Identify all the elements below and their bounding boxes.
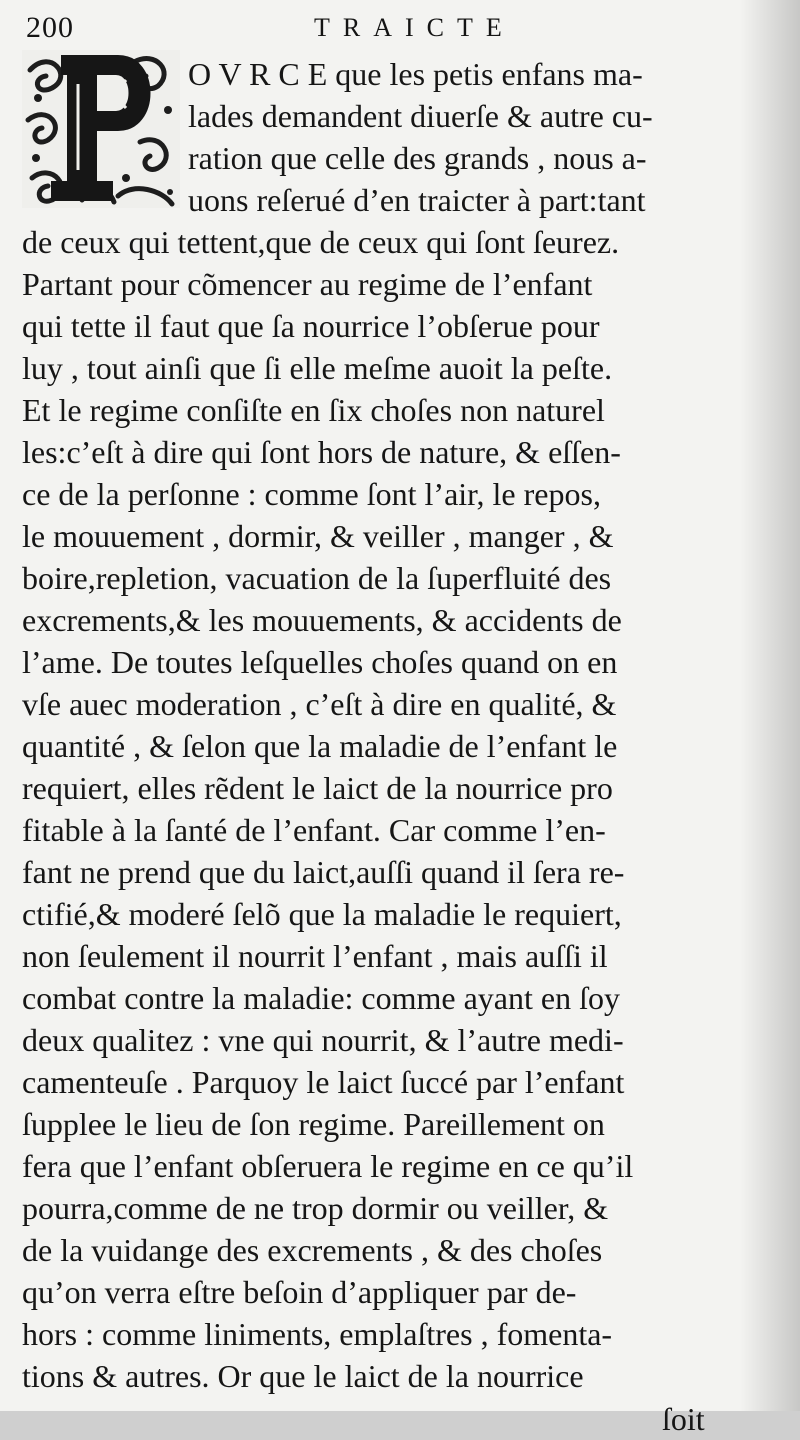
text-line: qu’on verra eſtre beſoin d’appliquer par de-	[22, 1274, 577, 1310]
text-line: le mouuement , dormir, & veiller , manger , &	[22, 518, 614, 554]
text-line: lades demandent diuerſe & autre cu-	[188, 98, 653, 134]
text-line: fera que l’enfant obſeruera le regime en ce qu’il	[22, 1148, 634, 1184]
text-line: quantité , & ſelon que la maladie de l’enfant le	[22, 728, 618, 764]
text-line: deux qualitez : vne qui nourrit, & l’autre medi-	[22, 1022, 624, 1058]
text-line: qui tette il faut que ſa nourrice l’obſerue pour	[22, 308, 600, 344]
text-line: camenteuſe . Parquoy le laict ſuccé par l’enfant	[22, 1064, 625, 1100]
text-line: hors : comme liniments, emplaſtres , fomenta-	[22, 1316, 613, 1352]
text-line: tions & autres. Or que le laict de la nourrice	[22, 1358, 584, 1394]
text-line: requiert, elles rẽdent le laict de la nourrice pro	[22, 770, 613, 806]
text-line: pourra,comme de ne trop dormir ou veiller, &	[22, 1190, 609, 1226]
text-line: boire,repletion, vacuation de la ſuperfluité des	[22, 560, 612, 596]
text-line: fitable à la ſanté de l’enfant. Car comme l’en-	[22, 812, 606, 848]
running-head: TRAICTE	[314, 13, 515, 42]
text-line: l’ame. De toutes leſquelles choſes quand on en	[22, 644, 618, 680]
text-line: combat contre la maladie: comme ayant en ſoy	[22, 980, 620, 1016]
text-line: ctifié,& moderé ſelõ que la maladie le requiert,	[22, 896, 622, 932]
text-line: excrements,& les mouuements, & accidents de	[22, 602, 622, 638]
page-edge-shadow	[740, 0, 800, 1411]
text-line: ration que celle des grands , nous a-	[188, 140, 647, 176]
text-line: luy , tout ainſi que ſi elle meſme auoit la peſte.	[22, 350, 613, 386]
text-line: Et le regime conſiſte en ſix choſes non naturel	[22, 392, 605, 428]
text-line: non ſeulement il nourrit l’enfant , mais auſſi il	[22, 938, 608, 974]
text-line: fant ne prend que du laict,auſſi quand il ſera re-	[22, 854, 625, 890]
ornament-initial-icon	[22, 50, 180, 208]
text-line: de la vuidange des excrements , & des choſes	[22, 1232, 603, 1268]
text-line: O V R C E que les petis enfans ma-	[188, 56, 643, 92]
page-number: 200	[26, 11, 74, 44]
text-line: ſupplee le lieu de ſon regime. Pareillement on	[22, 1106, 605, 1142]
text-line: Partant pour cõmencer au regime de l’enfant	[22, 266, 593, 302]
text-line: de ceux qui tettent,que de ceux qui ſont ſeurez.	[22, 224, 620, 260]
text-line: les:c’eſt à dire qui ſont hors de nature, & eſſen-	[22, 434, 621, 470]
catchword: ſoit	[662, 1401, 705, 1437]
decorated-initial-p	[22, 50, 180, 208]
page-header	[26, 8, 760, 48]
text-line: uons reſerué d’en traicter à part:tant	[188, 182, 646, 218]
text-line: ce de la perſonne : comme ſont l’air, le repos,	[22, 476, 601, 512]
text-line: vſe auec moderation , c’eſt à dire en qualité, &	[22, 686, 617, 722]
